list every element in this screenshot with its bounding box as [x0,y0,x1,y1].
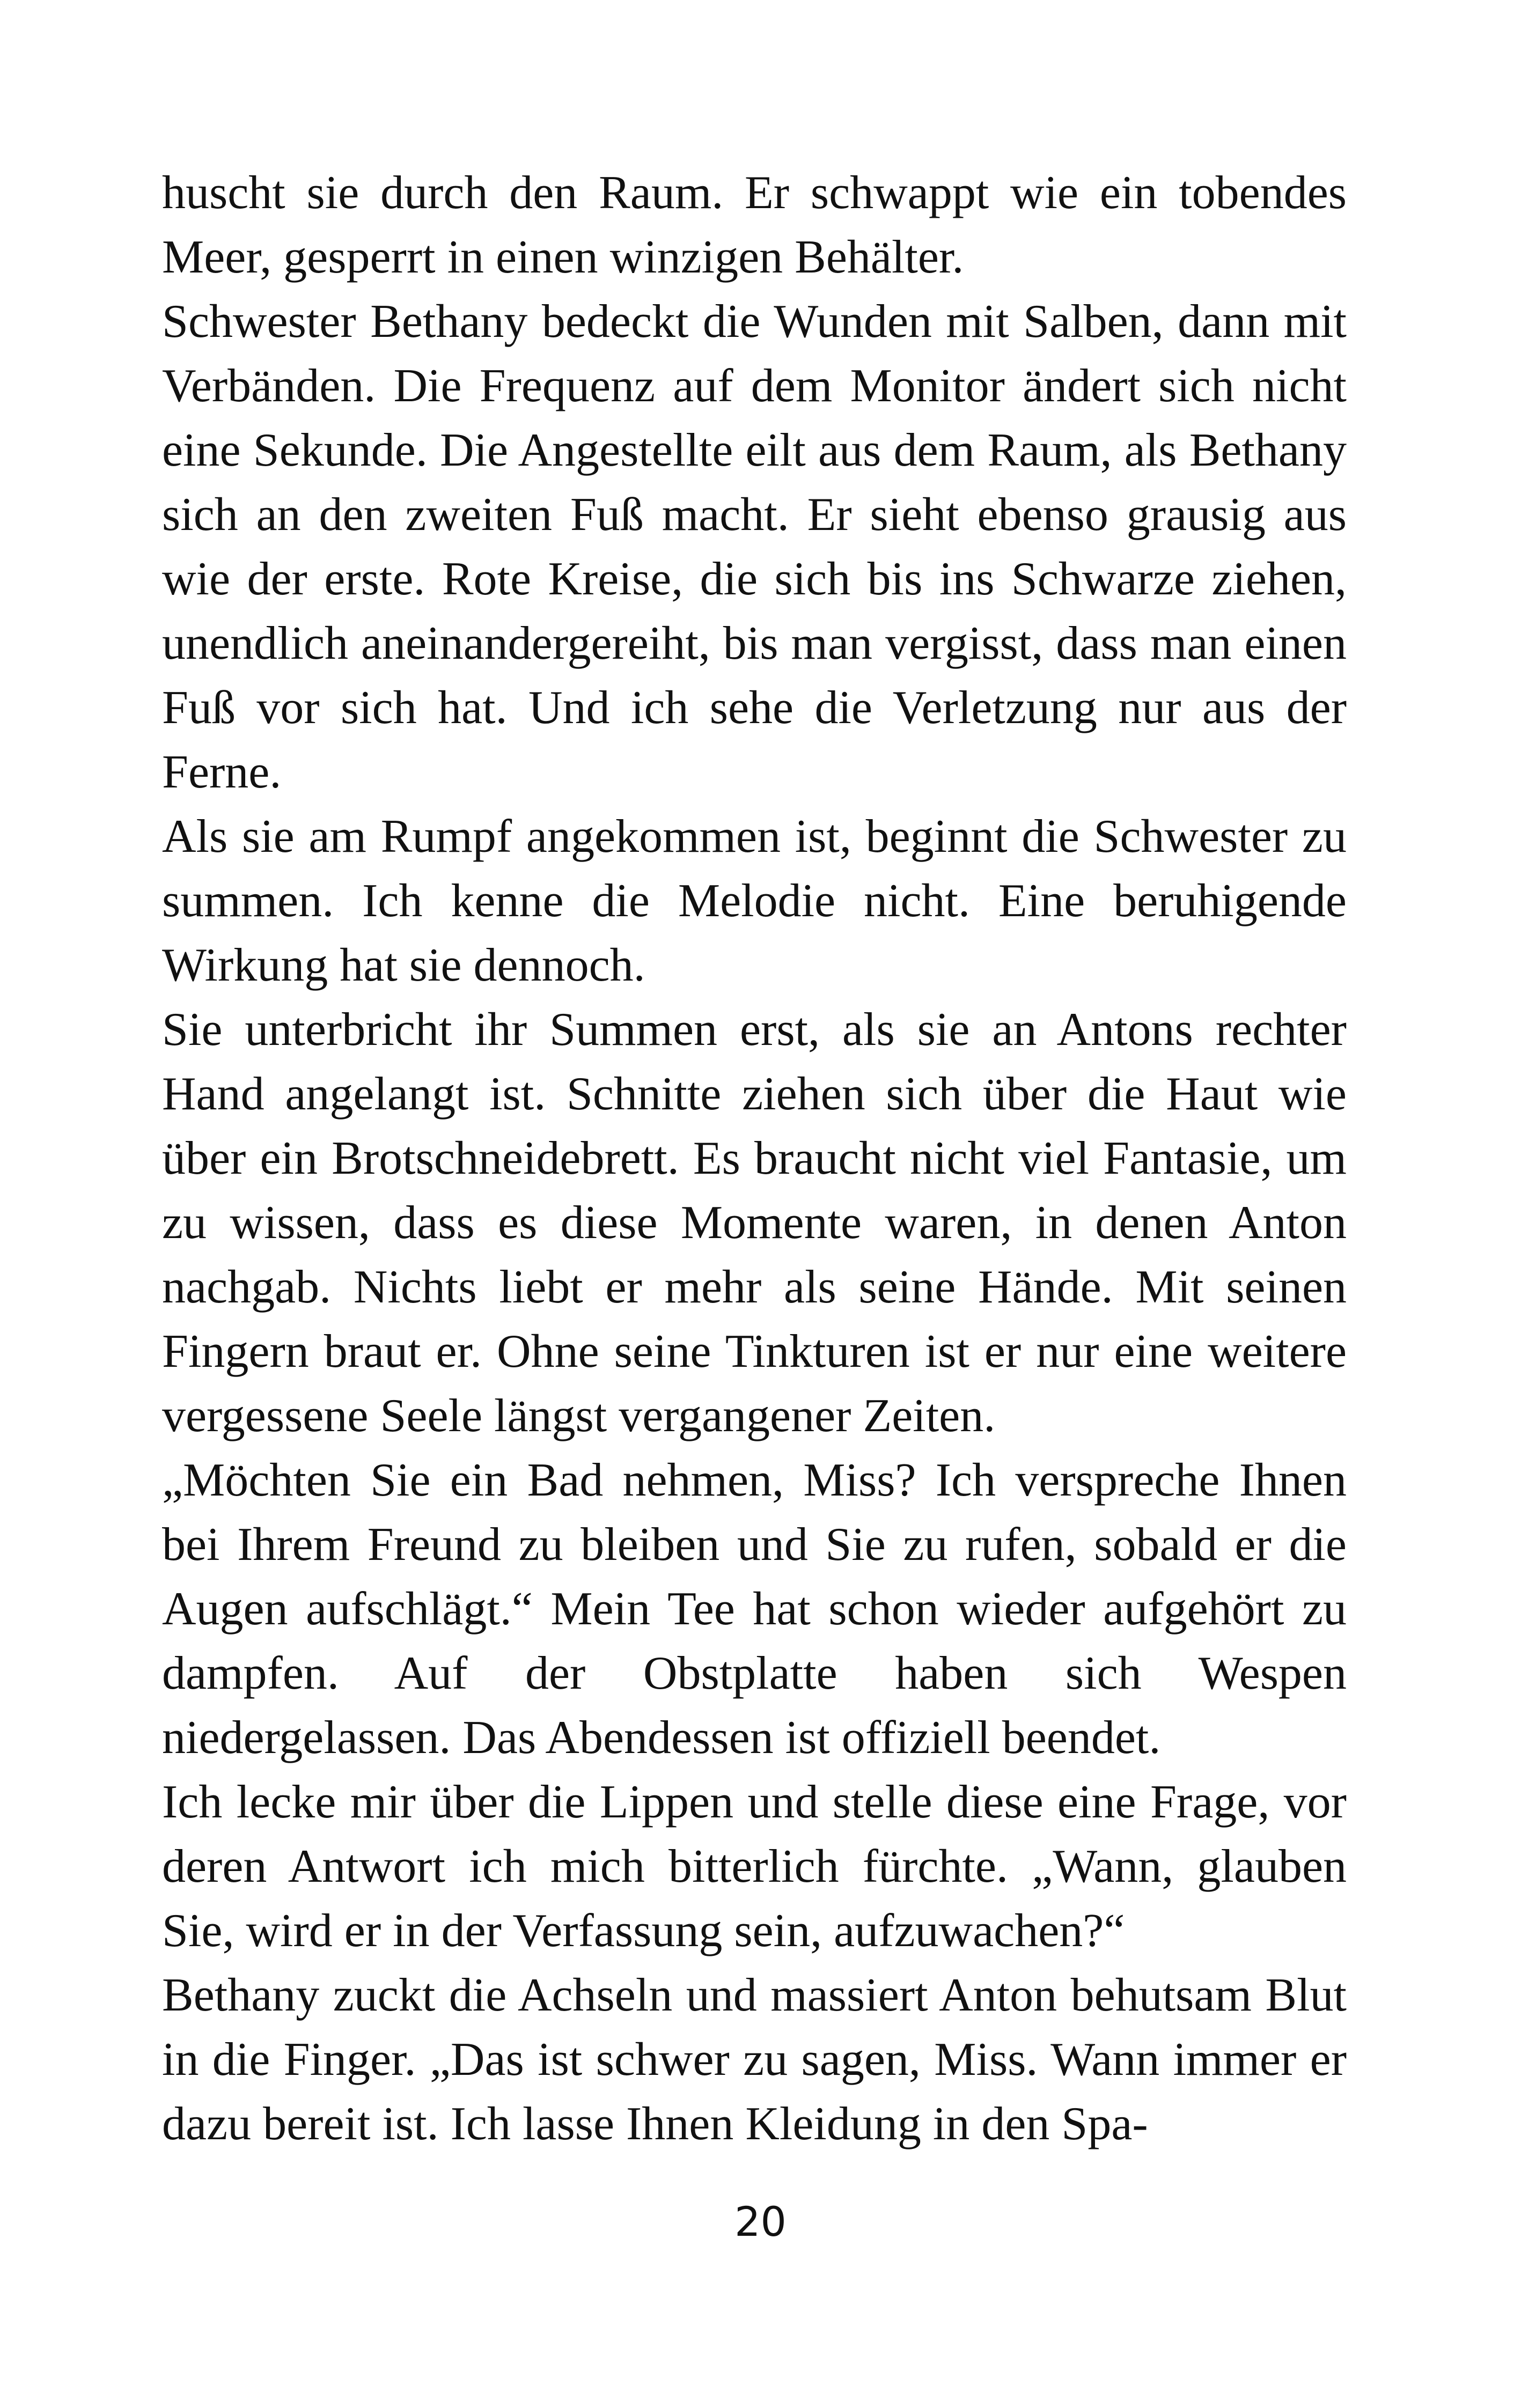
paragraph-4: Sie unterbricht ihr Summen erst, als sie an Antons rechter Hand angelangt ist. Schnitte ziehen sich über die Haut wie über ein Brotschneidebrett. Es braucht nicht viel Fantasie, um zu wissen, dass es diese Momente waren, in denen Anton nachgab. Nichts liebt er mehr als seine Hände. Mit seinen Fingern braut er. Ohne seine Tinkturen ist er nur eine weitere vergessene Seele längst vergangener Zeiten. [162,1004,1347,1442]
paragraph-6: Ich lecke mir über die Lippen und stelle diese eine Frage, vor deren Antwort ich mich bitterlich fürchte. „Wann, glauben Sie, wird er in der Verfassung sein, aufzuwachen?“ [162,1776,1347,1957]
paragraph-2: Schwester Bethany bedeckt die Wunden mit Salben, dann mit Verbänden. Die Frequenz auf dem Monitor ändert sich nicht eine Sekunde. Die Angestellte eilt aus dem Raum, als Bethany sich an den zweiten Fuß macht. Er sieht ebenso grausig aus wie der erste. Rote Kreise, die sich bis ins Schwarze ziehen, unendlich aneinandergereiht, bis man vergisst, dass man einen Fuß vor sich hat. Und ich sehe die Verletzung nur aus der Ferne. [162,296,1347,798]
paragraph-1: huscht sie durch den Raum. Er schwappt wie ein tobendes Meer, gesperrt in einen winzigen Behälter. [162,167,1347,283]
paragraph-7: Bethany zuckt die Achseln und massiert Anton behutsam Blut in die Finger. „Das ist schwer zu sagen, Miss. Wann immer er dazu bereit ist. Ich lasse Ihnen Kleidung in den Spa- [162,1969,1347,2150]
body-text [162,161,1347,2156]
paragraph-5: „Möchten Sie ein Bad nehmen, Miss? Ich verspreche Ihnen bei Ihrem Freund zu bleiben und Sie zu rufen, sobald er die Augen aufschlägt.“ Mein Tee hat schon wieder aufgehört zu dampfen. Auf der Obstplatte haben sich Wespen niedergelassen. Das Abendessen ist offiziell beendet. [162,1454,1347,1764]
page-number: 20 [734,2198,787,2245]
paragraph-3: Als sie am Rumpf angekommen ist, beginnt die Schwester zu summen. Ich kenne die Melodie nicht. Eine beruhigende Wirkung hat sie dennoch. [162,811,1347,991]
